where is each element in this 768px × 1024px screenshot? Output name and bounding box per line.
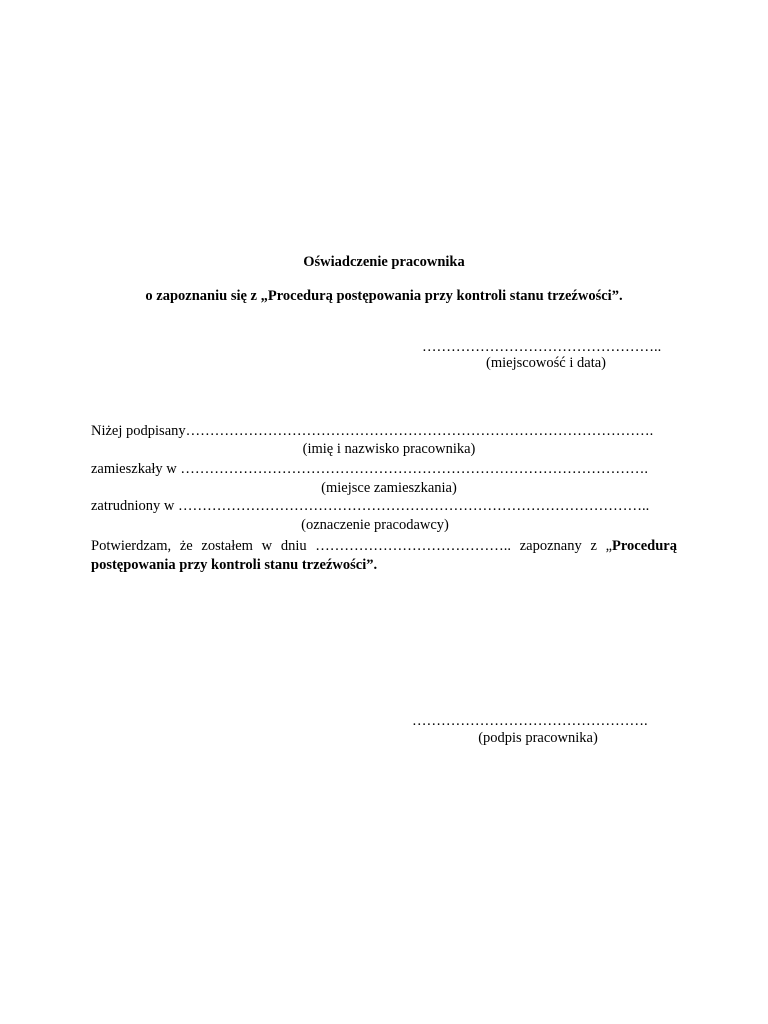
signature-label: (podpis pracownika)	[478, 730, 598, 746]
procedure-name: Procedurą postępowania przy kontroli stanu trzeźwości”.	[91, 538, 677, 573]
employee-name-line	[91, 423, 653, 440]
employee-name-caption: (imię i nazwisko pracownika)	[302, 441, 476, 457]
place-date-label: (miejscowość i data)	[486, 355, 606, 371]
employer-caption: (oznaczenie pracodawcy)	[301, 517, 449, 533]
place-date-field: …………………………………………..	[422, 339, 662, 355]
residence-prefix: zamieszkały w	[91, 461, 181, 477]
document-title: Oświadczenie pracownika	[303, 254, 465, 270]
employee-name-field: …………………………………………………………………………………….	[185, 423, 654, 439]
employee-name-prefix: Niżej podpisany	[91, 423, 186, 439]
residence-caption: (miejsce zamieszkania)	[321, 480, 457, 496]
residence-line	[91, 461, 648, 478]
employer-prefix: zatrudniony w	[91, 498, 178, 514]
confirmation-text-middle: zapoznany z „	[519, 538, 613, 554]
document-subtitle: o zapoznaniu się z „Procedurą postępowania przy kontroli stanu trzeźwości”.	[145, 288, 623, 304]
confirmation-paragraph	[91, 537, 677, 575]
residence-field: …………………………………………………………………………………….	[180, 461, 649, 477]
employer-field: ……………………………………………………………………………………..	[177, 498, 650, 514]
signature-field: ………………………………………….	[412, 713, 648, 729]
employer-line	[91, 498, 649, 515]
confirmation-text-before: Potwierdzam, że zostałem w dniu	[91, 538, 316, 554]
confirmation-date-field: …………………………………..	[315, 538, 520, 554]
